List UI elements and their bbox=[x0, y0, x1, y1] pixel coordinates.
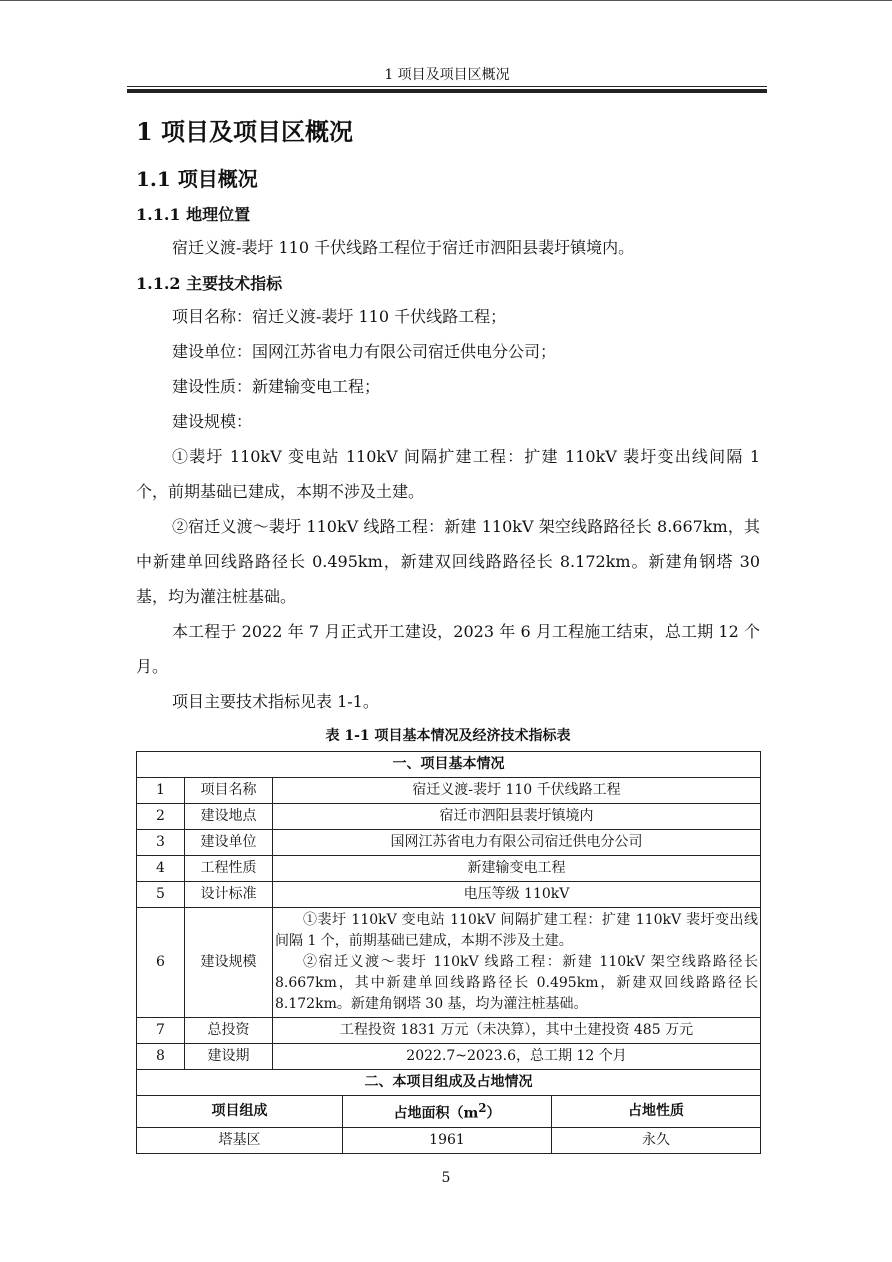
scale-paragraph: 建设规模： bbox=[172, 412, 253, 431]
table-row bbox=[137, 882, 761, 908]
row-number: 7 bbox=[137, 1018, 185, 1044]
location-paragraph: 宿迁义渡-裴圩 110 千伏线路工程位于宿迁市泗阳县裴圩镇境内。 bbox=[172, 238, 635, 257]
column-header-composition: 项目组成 bbox=[137, 1096, 343, 1128]
table-section-row bbox=[137, 1070, 761, 1096]
row-number: 6 bbox=[137, 908, 185, 1018]
table-reference-paragraph: 项目主要技术指标见表 1-1。 bbox=[172, 692, 379, 711]
table-row bbox=[137, 908, 761, 1018]
row-label: 建设单位 bbox=[185, 830, 273, 856]
section-2-heading: 二、本项目组成及占地情况 bbox=[137, 1070, 761, 1096]
area-header-close: ） bbox=[486, 1105, 501, 1122]
land-composition-cell: 塔基区 bbox=[137, 1127, 343, 1153]
land-nature-cell: 永久 bbox=[552, 1127, 761, 1153]
row-number: 5 bbox=[137, 882, 185, 908]
table-row bbox=[137, 778, 761, 804]
row-value: 宿迁市泗阳县裴圩镇境内 bbox=[273, 804, 761, 830]
section-title: 1.1 项目概况 bbox=[136, 167, 258, 191]
section-1-heading: 一、项目基本情况 bbox=[137, 752, 761, 778]
row-label: 建设期 bbox=[185, 1044, 273, 1070]
table-header-row bbox=[137, 1096, 761, 1128]
row-value: 国网江苏省电力有限公司宿迁供电分公司 bbox=[273, 830, 761, 856]
row-label: 总投资 bbox=[185, 1018, 273, 1044]
area-header-text: 占地面积（m bbox=[393, 1105, 479, 1122]
row-label: 建设地点 bbox=[185, 804, 273, 830]
table-row bbox=[137, 804, 761, 830]
scale-item-1-paragraph: ①裴圩 110kV 变电站 110kV 间隔扩建工程：扩建 110kV 裴圩变出线间隔 1 个，前期基础已建成，本期不涉及土建。 bbox=[136, 447, 760, 501]
row-number: 4 bbox=[137, 856, 185, 882]
scale-item-2-paragraph: ②宿迁义渡～裴圩 110kV 线路工程：新建 110kV 架空线路路径长 8.667km，其中新建单回线路路径长 0.495km，新建双回线路路径长 8.172km。新建角钢塔 30 基，均为灌注桩基础。 bbox=[136, 517, 760, 606]
row-label: 设计标准 bbox=[185, 882, 273, 908]
schedule-paragraph: 本工程于 2022 年 7 月正式开工建设，2023 年 6 月工程施工结束，总工期 12 个月。 bbox=[136, 622, 760, 676]
row-label: 建设规模 bbox=[185, 908, 273, 1018]
table-row bbox=[137, 1044, 761, 1070]
scale-line-2: ②宿迁义渡～裴圩 110kV 线路工程：新建 110kV 架空线路路径长 8.667km，其中新建单回线路路径长 0.495km，新建双回线路路径长 8.172km。新建角钢塔 30 基，均为灌注桩基础。 bbox=[275, 954, 758, 1012]
table-row bbox=[137, 856, 761, 882]
running-header: 1 项目及项目区概况 bbox=[384, 67, 510, 83]
table-section-row bbox=[137, 752, 761, 778]
row-value: 新建输变电工程 bbox=[273, 856, 761, 882]
area-header-superscript: 2 bbox=[478, 1101, 487, 1115]
header-rule-thin bbox=[127, 86, 767, 87]
nature-paragraph: 建设性质：新建输变电工程； bbox=[172, 377, 381, 396]
page-content bbox=[136, 112, 760, 1154]
row-number: 8 bbox=[137, 1044, 185, 1070]
chapter-title: 1 项目及项目区概况 bbox=[136, 117, 354, 146]
page-number: 5 bbox=[441, 1170, 451, 1186]
row-label: 工程性质 bbox=[185, 856, 273, 882]
column-header-area bbox=[343, 1096, 552, 1128]
row-label: 项目名称 bbox=[185, 778, 273, 804]
table-row bbox=[137, 1018, 761, 1044]
land-area-cell: 1961 bbox=[343, 1127, 552, 1153]
indicator-table bbox=[136, 751, 761, 1154]
table-caption: 表 1-1 项目基本情况及经济技术指标表 bbox=[325, 728, 571, 744]
row-value: 宿迁义渡-裴圩 110 千伏线路工程 bbox=[273, 778, 761, 804]
page-top-border bbox=[0, 0, 892, 1]
column-header-nature: 占地性质 bbox=[552, 1096, 761, 1128]
row-value-multiline bbox=[273, 908, 761, 1018]
builder-paragraph: 建设单位：国网江苏省电力有限公司宿迁供电分公司； bbox=[172, 342, 557, 361]
row-number: 2 bbox=[137, 804, 185, 830]
project-name-paragraph: 项目名称：宿迁义渡-裴圩 110 千伏线路工程； bbox=[172, 307, 507, 326]
header-rule-thick bbox=[127, 89, 767, 93]
table-row bbox=[137, 830, 761, 856]
row-value: 2022.7~2023.6，总工期 12 个月 bbox=[273, 1044, 761, 1070]
subsection-title-location: 1.1.1 地理位置 bbox=[136, 205, 251, 224]
scale-line-1: ①裴圩 110kV 变电站 110kV 间隔扩建工程：扩建 110kV 裴圩变出线间隔 1 个，前期基础已建成，本期不涉及土建。 bbox=[275, 912, 758, 949]
subsection-title-indicators: 1.1.2 主要技术指标 bbox=[136, 274, 283, 293]
row-value: 电压等级 110kV bbox=[273, 882, 761, 908]
row-number: 3 bbox=[137, 830, 185, 856]
row-number: 1 bbox=[137, 778, 185, 804]
table-row bbox=[137, 1127, 761, 1153]
row-value: 工程投资 1831 万元（未决算），其中土建投资 485 万元 bbox=[273, 1018, 761, 1044]
